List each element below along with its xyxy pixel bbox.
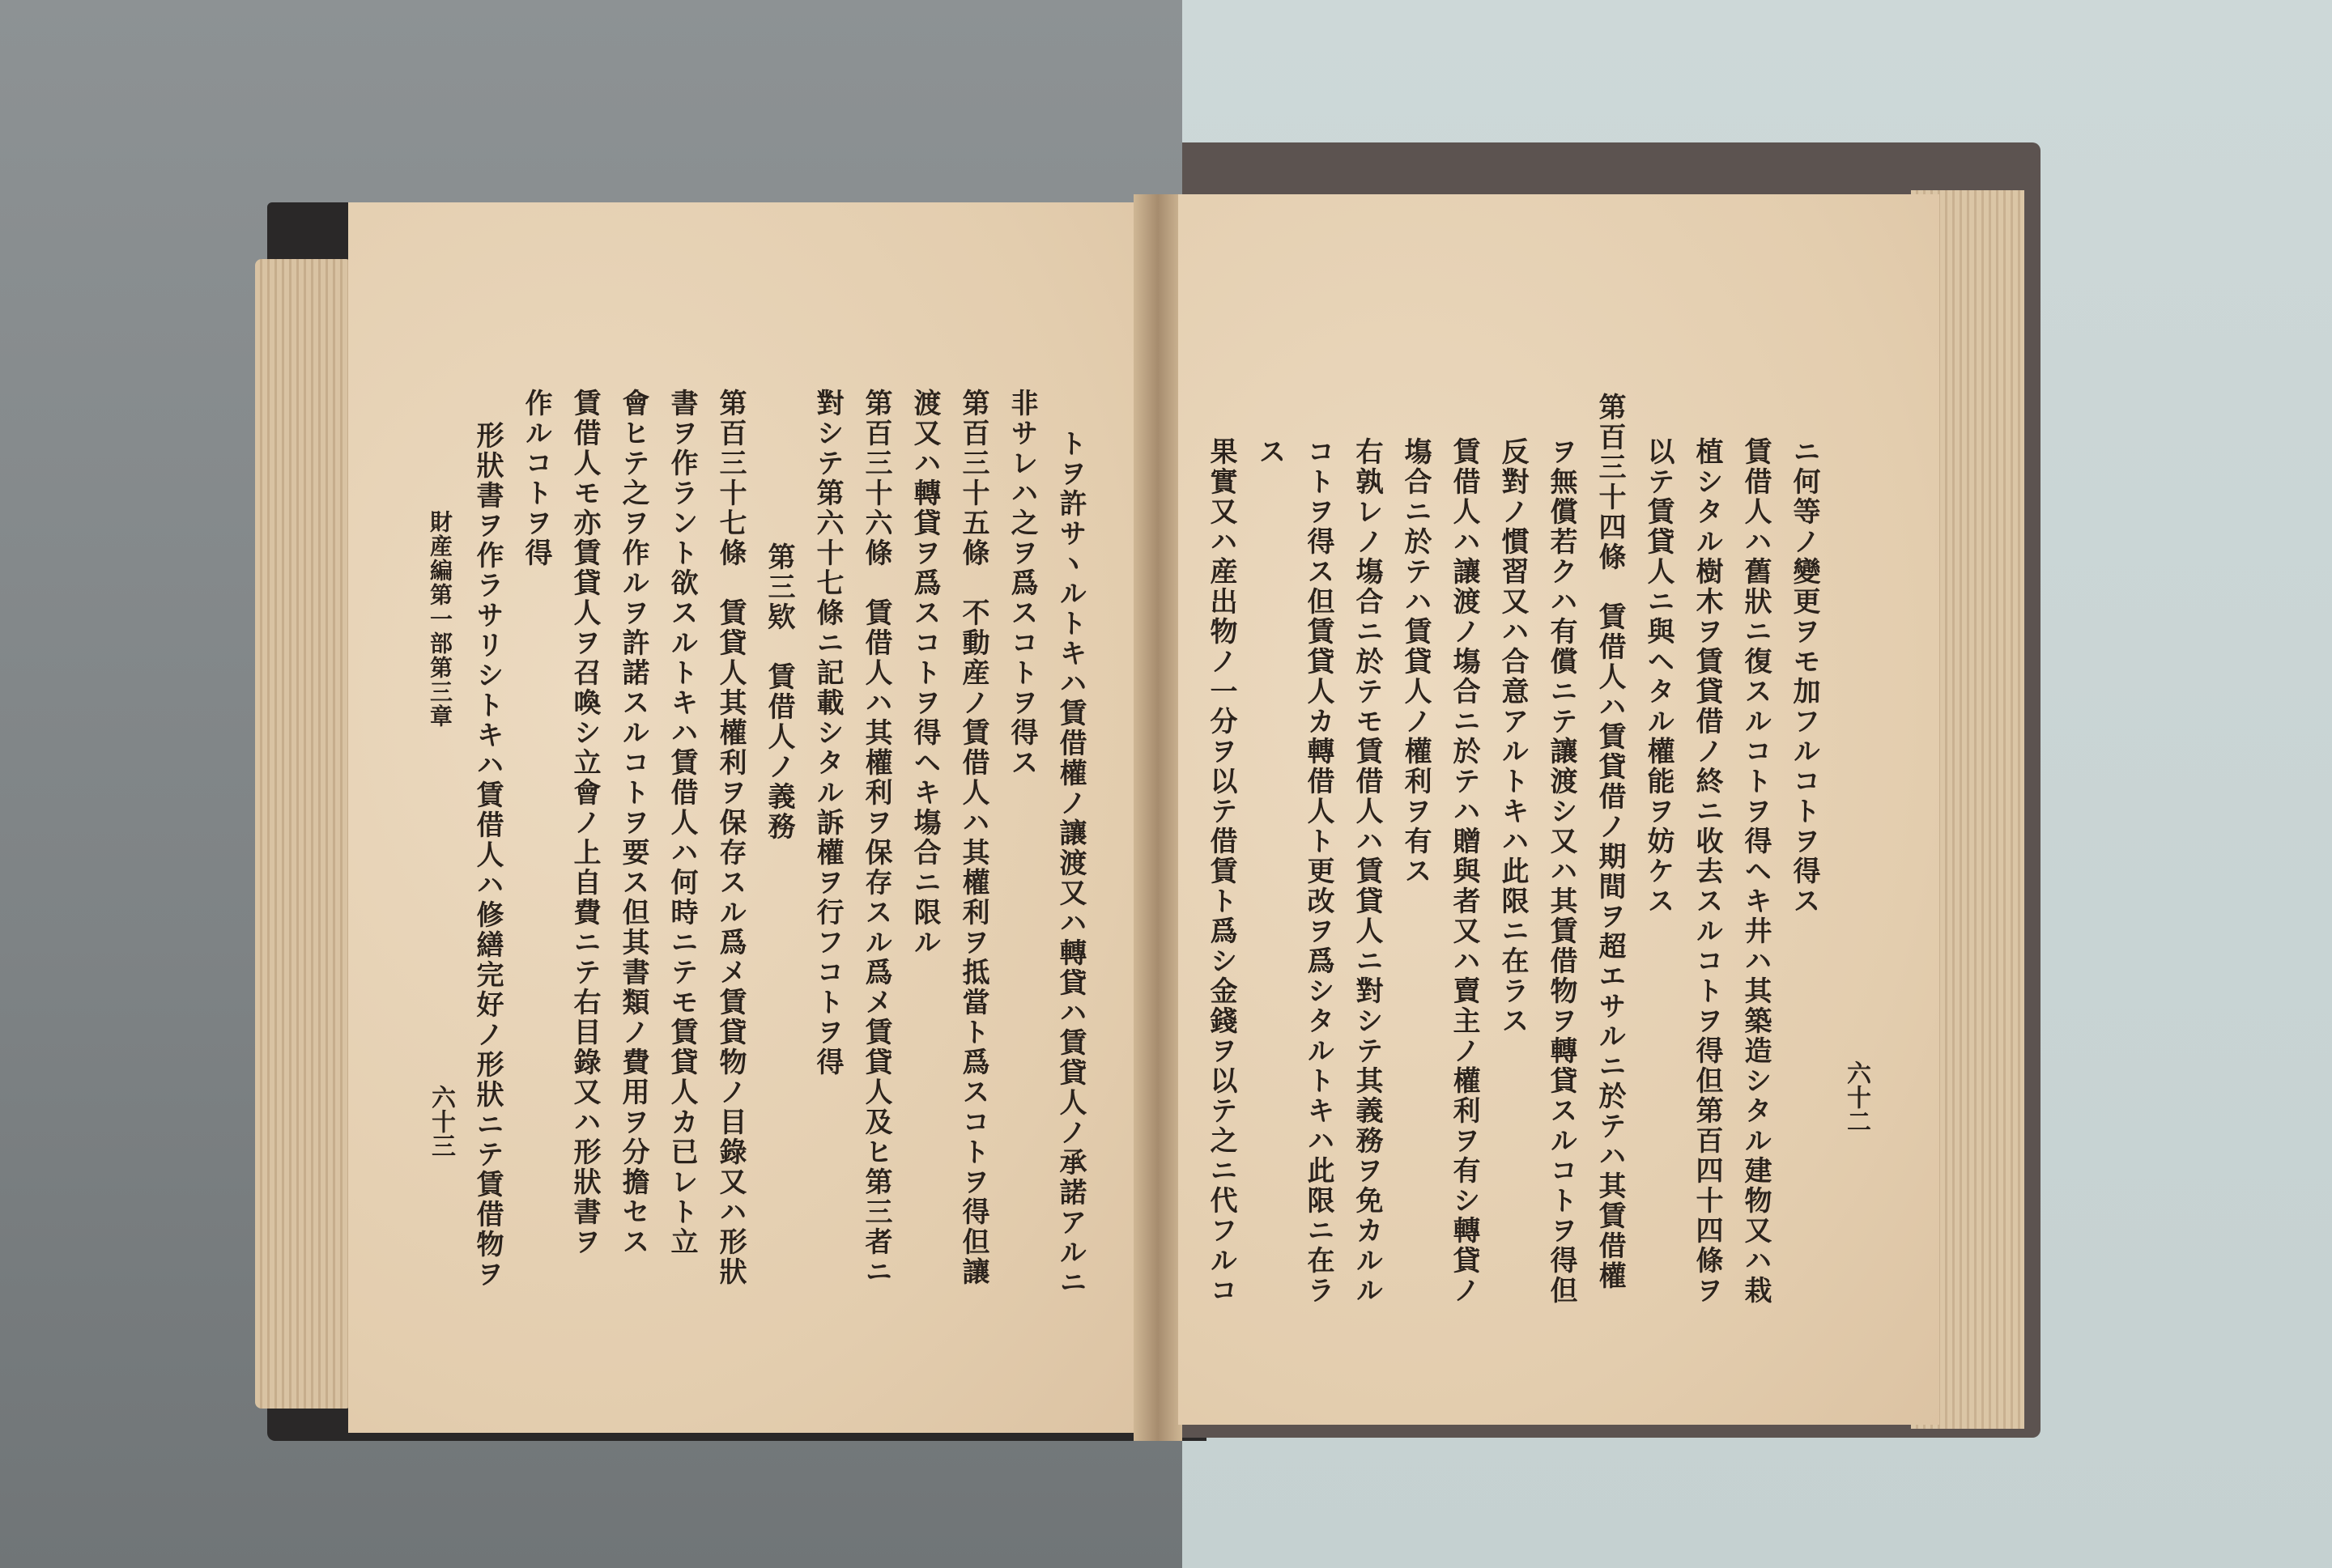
text-line: コトヲ得ス但賃貸人カ轉借人ト更改ヲ爲シタルトキハ此限ニ在ラ	[1302, 437, 1334, 1306]
left-page	[348, 202, 1138, 1433]
text-line: 塲合ニ於テハ賃貸人ノ權利ヲ有ス	[1399, 437, 1432, 886]
text-line: 形狀書ヲ作ラサリシトキハ賃借人ハ修繕完好ノ形狀ニテ賃借物ヲ	[471, 421, 504, 1290]
section-heading: 第三欵 賃借人ノ義務	[763, 542, 795, 842]
text-line: 作ルコトヲ得	[520, 389, 552, 568]
text-line: 非サレハ之ヲ爲スコトヲ得ス	[1006, 389, 1038, 778]
text-line: トヲ許サヽルトキハ賃借權ノ讓渡又ハ轉貸ハ賃貸人ノ承諾アルニ	[1054, 429, 1087, 1298]
text-line: 第百三十六條 賃借人ハ其權利ヲ保存スル爲メ賃貸人及ヒ第三者ニ	[860, 389, 892, 1287]
text-line: 第百三十五條 不動産ノ賃借人ハ其權利ヲ抵當ト爲スコトヲ得但讓	[957, 389, 989, 1287]
text-line: 渡又ハ轉貸ヲ爲スコトヲ得ヘキ塲合ニ限ル	[909, 389, 941, 958]
text-line: ヲ無償若クハ有償ニテ讓渡シ又ハ其賃借物ヲ轉貸スルコトヲ得但	[1545, 437, 1577, 1306]
text-line: 賃借人モ亦賃貸人ヲ召喚シ立會ノ上自費ニテ右目錄又ハ形狀書ヲ	[568, 389, 601, 1257]
text-line: 果實又ハ産出物ノ一分ヲ以テ借賃ト爲シ金錢ヲ以テ之ニ代フルコ	[1205, 437, 1237, 1306]
page-number: 六十三	[427, 1085, 455, 1158]
page-edges-left	[255, 259, 352, 1409]
text-line: 會ヒテ之ヲ作ルヲ許諾スルコトヲ要ス但其書類ノ費用ヲ分擔セス	[617, 389, 649, 1257]
text-line: ニ何等ノ變更ヲモ加フルコトヲ得ス	[1788, 437, 1820, 916]
text-line: 植シタル樹木ヲ賃貸借ノ終ニ收去スルコトヲ得但第百四十四條ヲ	[1691, 437, 1723, 1306]
text-line: 反對ノ慣習又ハ合意アルトキハ此限ニ在ラス	[1496, 437, 1529, 1036]
text-line: 賃借人ハ讓渡ノ塲合ニ於テハ贈與者又ハ賣主ノ權利ヲ有シ轉貸ノ	[1448, 437, 1480, 1306]
page-number: 六十二	[1842, 1060, 1870, 1133]
running-head: 財産編第一部第三章	[427, 510, 453, 729]
text-line: 對シテ第六十七條ニ記載シタル訴權ヲ行フコトヲ得	[811, 389, 844, 1077]
text-line: 以テ賃貸人ニ與ヘタル權能ヲ妨ケス	[1642, 437, 1675, 916]
right-page	[1178, 194, 1939, 1425]
text-line: 書ヲ作ラント欲スルトキハ賃借人ハ何時ニテモ賃貸人カ已レト立	[666, 389, 698, 1257]
text-line: 第百三十四條 賃借人ハ賃貸借ノ期間ヲ超エサルニ於テハ其賃借權	[1594, 393, 1626, 1291]
book-gutter	[1134, 194, 1182, 1441]
text-line: 第百三十七條 賃貸人其權利ヲ保存スル爲メ賃貸物ノ目錄又ハ形狀	[714, 389, 747, 1287]
text-line: ス	[1253, 437, 1286, 467]
text-line: 右孰レノ塲合ニ於テモ賃借人ハ賃貸人ニ對シテ其義務ヲ免カルル	[1351, 437, 1383, 1306]
text-line: 賃借人ハ舊狀ニ復スルコトヲ得ヘキ井ハ其築造シタル建物又ハ栽	[1739, 437, 1772, 1306]
